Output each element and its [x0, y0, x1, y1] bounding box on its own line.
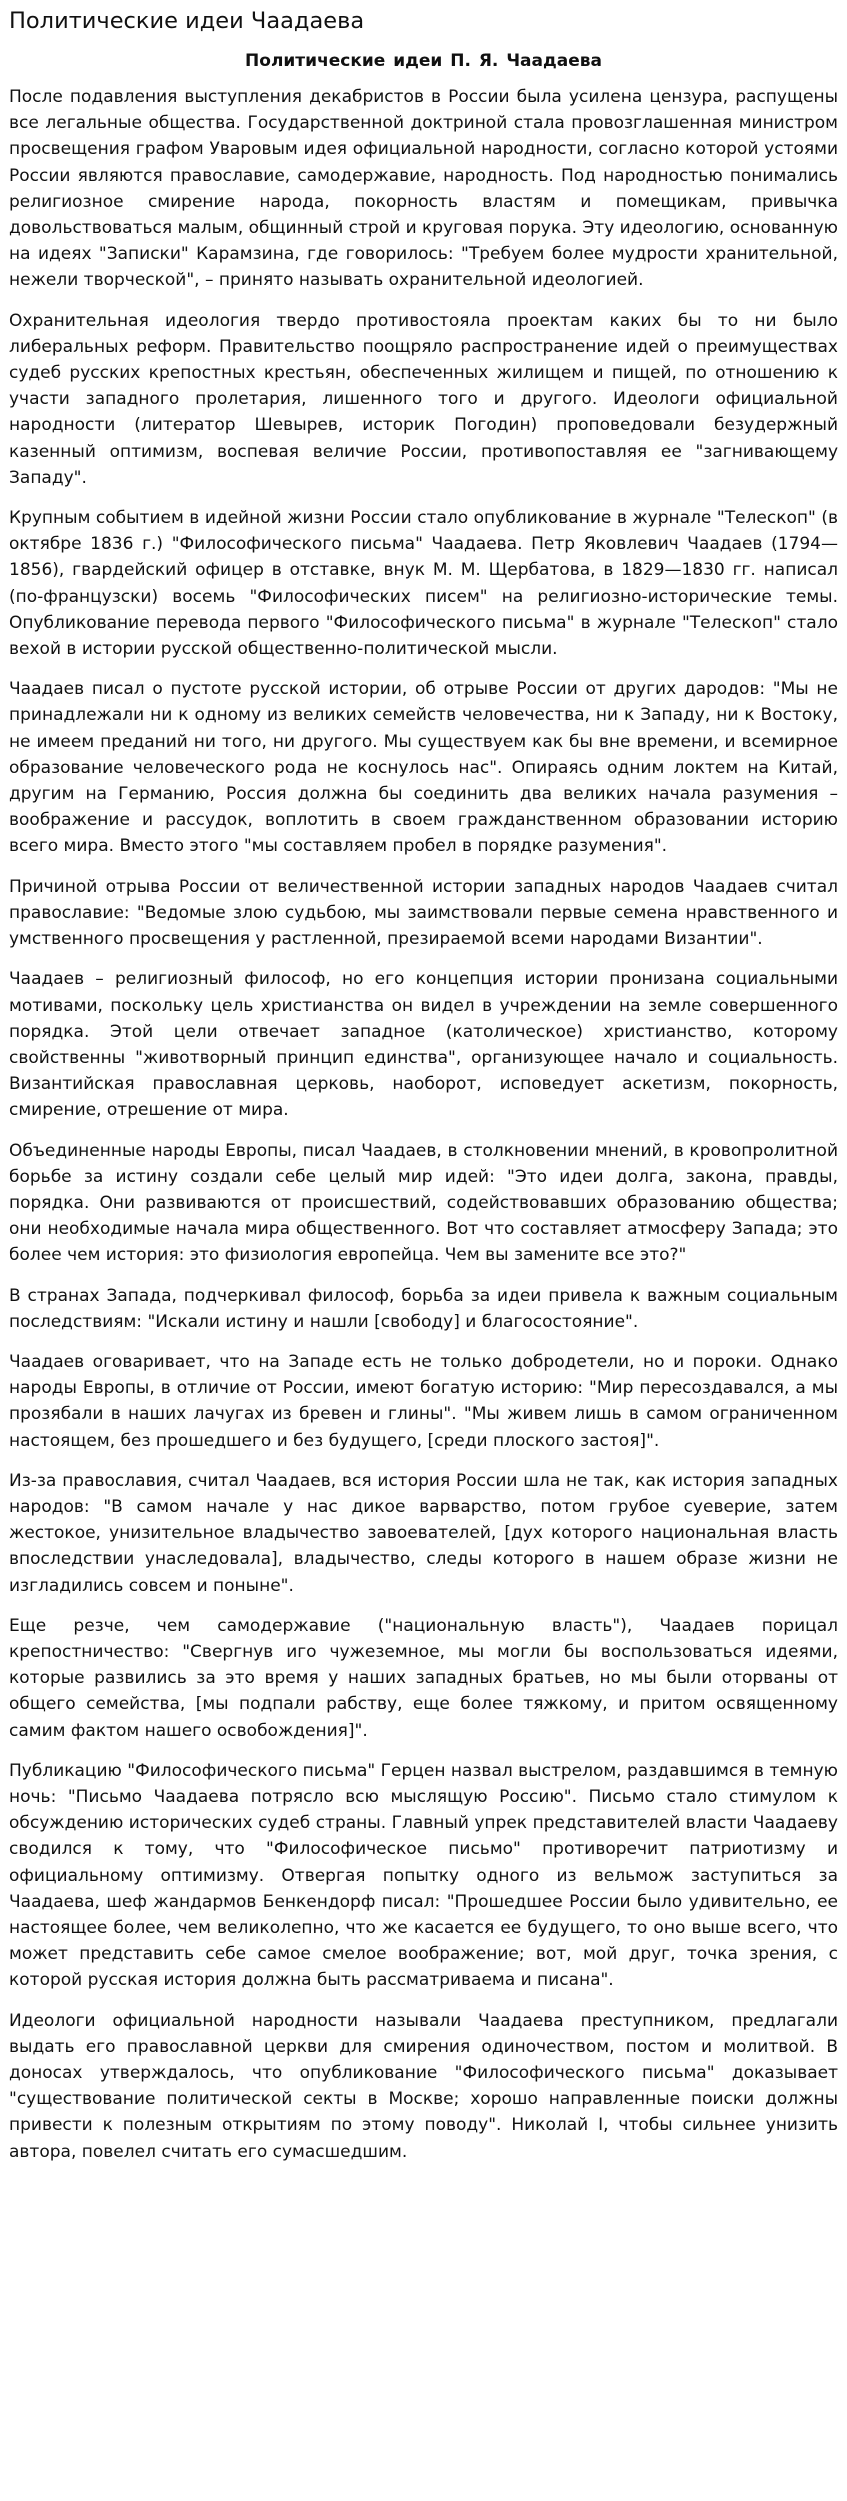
paragraph-5: Причиной отрыва России от величественной истории западных народов Чаадаев считал православие: "Ведомые злою судьбою, мы заимствовали первые семена нравственного и умственного просвещения у растленной, презираемой всеми народами Византии". — [9, 876, 838, 950]
paragraph-4: Чаадаев писал о пустоте русской истории, об отрыве России от других дародов: "Мы не принадлежали ни к одному из великих семейств человечества, ни к Западу, ни к Востоку, не имеем преданий ни того, ни другого. Мы существуем как бы вне времени, и всемирное образование человеческого рода не коснулось нас". Опираясь одним локтем на Китай, другим на Германию, Россия должна бы соединить два великих начала разумения – воображение и рассудок, воплотить в своем гражданственном образовании историю всего мира. Вместо этого "мы составляем пробел в порядке разумения". — [9, 679, 838, 857]
paragraph-12: Публикацию "Философического письма" Герцен назвал выстрелом, раздавшимся в темную ночь: "Письмо Чаадаева потрясло всю мыслящую Россию". Письмо стало стимулом к обсуждению исторических судеб страны. Главный упрек представителей власти Чаадаеву сводился к тому, что "Философическое письмо" противоречит патриотизму и официальному оптимизму. Отвергая попытку одного из вельмож заступиться за Чаадаева, шеф жандармов Бенкендорф писал: "Прошедшее России было удивительно, ее настоящее более, чем великолепно, что же касается ее будущего, то оно выше всего, что может представить себе самое смелое воображение; вот, мой друг, точка зрения, с которой русская история должна быть рассматриваема и писана". — [9, 1760, 838, 1991]
paragraph-9: Чаадаев оговаривает, что на Западе есть не только добродетели, но и пороки. Однако народы Европы, в отличие от России, имеют богатую историю: "Мир пересоздавался, а мы прозябали в наших лачугах из бревен и глины". "Мы живем лишь в самом ограниченном настоящем, без прошедшего и без будущего, [среди плоского застоя]". — [9, 1351, 838, 1451]
paragraph-10: Из-за православия, считал Чаадаев, вся история России шла не так, как история западных народов: "В самом начале у нас дикое варварство, потом грубое суеверие, затем жестокое, унизительное владычество завоевателей, [дух которого национальная власть впоследствии унаследовала], владычество, следы которого в нашем образе жизни не изгладились совсем и поныне". — [9, 1470, 838, 1596]
paragraph-2: Охранительная идеология твердо противостояла проектам каких бы то ни было либеральных реформ. Правительство поощряло распространение идей о преимуществах судеб русских крепостных крестьян, обеспеченных жилищем и пищей, по отношению к участи западного пролетария, лишенного того и другого. Идеологи официальной народности (литератор Шевырев, историк Погодин) проповедовали безудержный казенный оптимизм, воспевая величие России, противопоставляя ее "загнивающему Западу". — [9, 310, 838, 488]
paragraph-13: Идеологи официальной народности называли Чаадаева преступником, предлагали выдать его православной церкви для смирения одиночеством, постом и молитвой. В доносах утверждалось, что опубликование "Философического письма" доказывает "существование политической секты в Москве; хорошо направленные поиски должны привести к полезным открытиям по этому поводу". Николай I, чтобы сильнее унизить автора, повелел считать его сумасшедшим. — [9, 2010, 838, 2162]
article-body — [9, 84, 838, 2165]
paragraph-3: Крупным событием в идейной жизни России стало опубликование в журнале "Телескоп" (в октябре 1836 г.) "Философического письма" Чаадаева. Петр Яковлевич Чаадаев (1794—1856), гвардейский офицер в отставке, внук М. М. Щербатова, в 1829—1830 гг. написал (по-французски) восемь "Философических писем" на религиозно-исторические темы. Опубликование перевода первого "Философического письма" в журнале "Телескоп" стало вехой в истории русской общественно-политической мысли. — [9, 508, 838, 660]
paragraph-6: Чаадаев – религиозный философ, но его концепция истории пронизана социальными мотивами, поскольку цель христианства он видел в учреждении на земле совершенного порядка. Этой цели отвечает западное (католическое) христианство, которому свойственны "животворный принцип единства", организующее начало и социальность. Византийская православная церковь, наоборот, исповедует аскетизм, покорность, смирение, отрешение от мира. — [9, 969, 838, 1121]
page-title: Политические идеи Чаадаева — [9, 8, 365, 34]
article-subtitle: Политические идеи П. Я. Чаадаева — [245, 51, 602, 71]
paragraph-8: В странах Запада, подчеркивал философ, борьба за идеи привела к важным социальным последствиям: "Искали истину и нашли [свободу] и благосостояние". — [9, 1285, 838, 1332]
paragraph-1: После подавления выступления декабристов в России была усилена цензура, распущены все легальные общества. Государственной доктриной стала провозглашенная министром просвещения графом Уваровым идея официальной народности, согласно которой устоями России являются православие, самодержавие, народность. Под народностью понимались религиозное смирение народа, покорность властям и помещикам, привычка довольствоваться малым, общинный строй и круговая порука. Эту идеологию, основанную на идеях "Записки" Карамзина, где говорилось: "Требуем более мудрости хранительной, нежели творческой", – принято называть охранительной идеологией. — [9, 87, 838, 291]
paragraph-11: Еще резче, чем самодержавие ("национальную власть"), Чаадаев порицал крепостничество: "Свергнув иго чужеземное, мы могли бы воспользоваться идеями, которые развились за это время у наших западных братьев, но мы были оторваны от общего семейства, [мы подпали рабству, еще более тяжкому, и притом освященному самим фактом нашего освобождения]". — [9, 1615, 838, 1741]
paragraph-7: Объединенные народы Европы, писал Чаадаев, в столкновении мнений, в кровопролитной борьбе за истину создали себе целый мир идей: "Это идеи долга, закона, правды, порядка. Они развиваются от происшествий, содействовавших образованию общества; они необходимые начала мира общественного. Вот что составляет атмосферу Запада; это более чем история: это физиология европейца. Чем вы замените все это?" — [9, 1140, 838, 1266]
